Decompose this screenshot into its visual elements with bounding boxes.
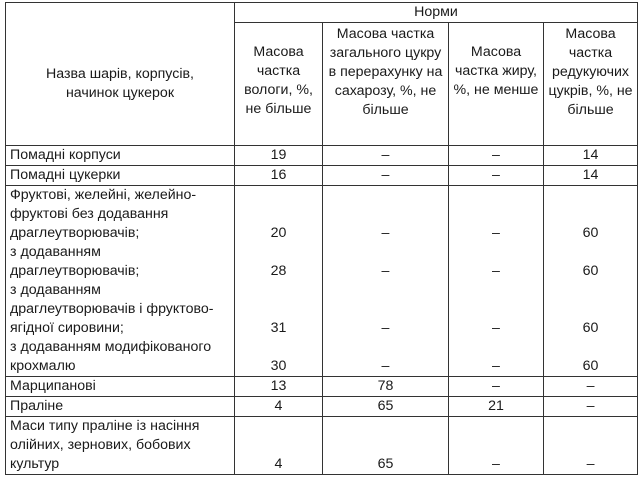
fat-values-cell [449,186,544,377]
name-column-header [6,23,235,146]
fat-value: – [449,417,544,475]
row-name: Марципанові [6,377,235,397]
reducing-sugar-value: 60 [582,263,599,279]
sugar-column-header: Масова частка загального цукру в перерахунку на сахарозу, %, не більше [323,23,449,146]
fat-value: – [492,225,500,241]
sugar-value: – [381,263,390,279]
name-header-top [6,3,235,23]
fat-value: – [492,358,500,374]
reducing-sugar-value: 14 [544,166,638,186]
sugar-value: 78 [323,377,449,397]
reducing-sugar-value: 60 [582,358,599,374]
moisture-value: 4 [235,417,323,475]
row-name: з додаванням драглеутворювачів і фруктово-ягідної сировини; [10,282,214,336]
table-row-group-fruit [6,186,638,377]
moisture-value: 19 [235,146,323,166]
fat-value: – [449,146,544,166]
row-name: Помадні корпуси [6,146,235,166]
moisture-value: 16 [235,166,323,186]
reducing-sugar-value: 14 [544,146,638,166]
sugar-value: 65 [323,417,449,475]
moisture-column-header: Масова частка вологи, %, не більше [235,23,323,146]
moisture-value: 20 [270,225,287,241]
fat-value: – [449,166,544,186]
fat-value: – [492,320,500,336]
sugar-value: 65 [323,397,449,417]
reducing-sugar-value: – [544,417,638,475]
row-name: Праліне [6,397,235,417]
table-row [6,166,638,186]
sugar-value: – [323,146,449,166]
sugar-value: – [381,358,390,374]
reducing-sugar-values-cell [544,186,638,377]
sugar-values-cell [323,186,449,377]
reducing-sugar-value: – [544,397,638,417]
moisture-values-cell [235,186,323,377]
table-row [6,417,638,475]
name-header-text: Назва шарів, корпусів, начинок цукерок [46,65,194,101]
fat-column-header: Масова частка жиру, %, не менше [449,23,544,146]
reducing-sugar-column-header: Масова частка редукуючих цукрів, %, не більше [544,23,638,146]
moisture-value: 4 [235,397,323,417]
table-row [6,377,638,397]
row-name: з додаванням драглеутворювачів; [10,244,140,279]
sugar-value: – [381,320,390,336]
row-name: Маси типу праліне із насіння олійних, зернових, бобових культур [6,417,235,475]
table-row [6,397,638,417]
fat-value: – [492,263,500,279]
reducing-sugar-value: 60 [582,225,599,241]
sugar-value: – [381,225,390,241]
reducing-sugar-value: – [544,377,638,397]
moisture-value: 31 [270,320,287,336]
row-name: Помадні цукерки [6,166,235,186]
fat-value: – [449,377,544,397]
moisture-value: 28 [270,263,287,279]
sugar-value: – [323,166,449,186]
fat-value: 21 [449,397,544,417]
norms-group-header: Норми [235,3,638,23]
moisture-value: 13 [235,377,323,397]
row-name: Фруктові, желейні, желейно-фруктові без додавання драглеутворювачів; [10,187,197,241]
row-name: з додаванням модифікованого крохмалю [10,339,212,374]
reducing-sugar-value: 60 [582,320,599,336]
moisture-value: 30 [270,358,287,374]
fruit-names-cell [6,186,235,377]
norms-table [5,2,638,475]
table-row [6,146,638,166]
